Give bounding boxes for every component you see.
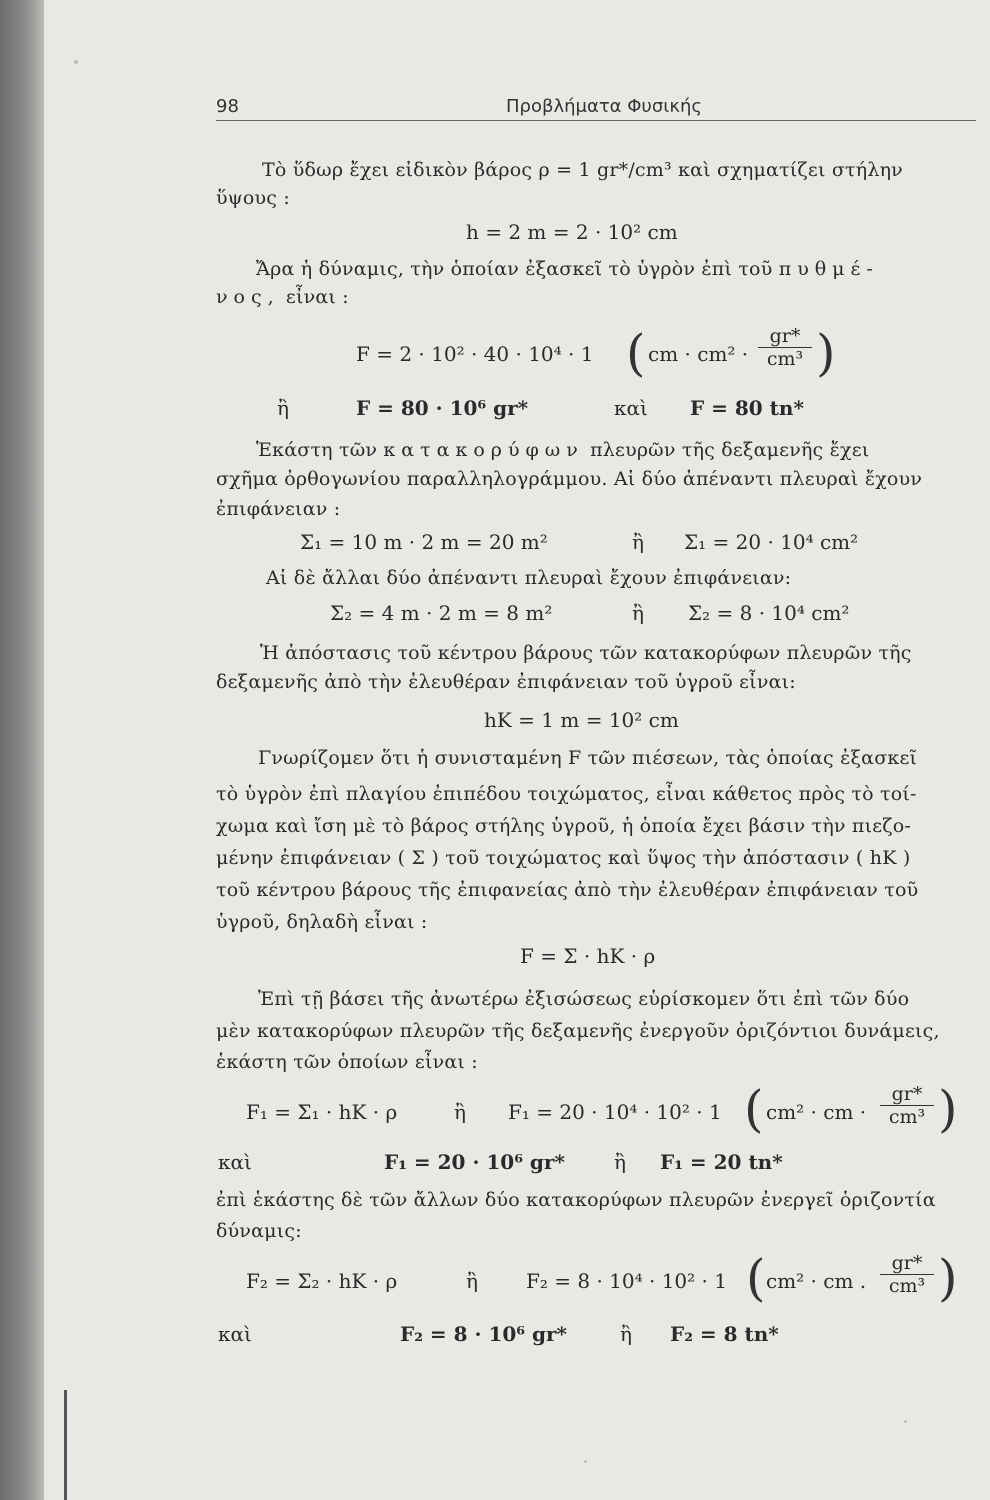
text-line xyxy=(256,438,869,462)
left-parenthesis: ( xyxy=(744,1080,764,1138)
fraction-numerator: gr* xyxy=(880,1252,934,1275)
fraction-gr-per-cm3 xyxy=(758,325,812,370)
equation-F-tn: F = 80 tn* xyxy=(690,396,804,420)
scan-speck xyxy=(904,1420,907,1423)
left-parenthesis: ( xyxy=(626,324,646,382)
fraction-denominator: cm³ xyxy=(888,1275,926,1297)
fraction-denominator: cm³ xyxy=(766,348,804,370)
text-line: δύναμις: xyxy=(216,1220,302,1242)
equation-h: h = 2 m = 2 · 10² cm xyxy=(466,220,678,244)
equation-F1: F₁ = Σ₁ · hK · ρ xyxy=(246,1100,398,1124)
text-line: δεξαμενῆς ἀπὸ τὴν ἐλευθέραν ἐπιφάνειαν τοῦ ὑγροῦ εἶναι: xyxy=(216,671,796,693)
equation-S2: Σ₂ = 4 m · 2 m = 8 m² xyxy=(330,601,553,625)
and-word: καὶ xyxy=(614,396,648,420)
fraction-gr-per-cm3 xyxy=(880,1083,934,1128)
spaced-text: νος, xyxy=(216,286,280,308)
equation-F1-tn: F₁ = 20 tn* xyxy=(660,1150,783,1174)
equation-S1-cm: Σ₁ = 20 · 10⁴ cm² xyxy=(684,530,859,554)
text-line: ἐπιφάνειαν : xyxy=(216,498,341,520)
text-line xyxy=(216,285,349,309)
equation-F2-tn: F₂ = 8 tn* xyxy=(670,1322,779,1346)
or-word: ἢ xyxy=(614,1150,626,1174)
equation-F: F = 2 · 10² · 40 · 10⁴ · 1 xyxy=(356,342,594,366)
text-line: ἑκάστη τῶν ὁποίων εἶναι : xyxy=(216,1051,478,1073)
equation-F-result: F = 80 · 10⁶ gr* xyxy=(356,396,529,420)
text-line: μὲν κατακορύφων πλευρῶν τῆς δεξαμενῆς ἐνεργοῦν ὁριζόντιοι δυνάμεις, xyxy=(216,1020,940,1042)
text-span: Ἄρα ἡ δύναμις, τὴν ὁποίαν ἐξασκεῖ τὸ ὑγρὸν ἐπὶ τοῦ xyxy=(256,258,773,280)
spaced-text: κατακορύφων xyxy=(383,439,584,461)
fraction-gr-per-cm3 xyxy=(880,1252,934,1297)
right-parenthesis: ) xyxy=(938,1080,958,1138)
text-line: Τὸ ὕδωρ ἔχει εἰδικὸν βάρος ρ = 1 gr*/cm³ καὶ σχηματίζει στήλην xyxy=(262,159,903,181)
running-header xyxy=(216,96,976,121)
or-word: ἢ xyxy=(632,601,644,625)
text-line: σχῆμα ὀρθογωνίου παραλληλογράμμου. Αἱ δύο ἀπέναντι πλευραὶ ἔχουν xyxy=(216,468,923,490)
text-line: χωμα καὶ ἴση μὲ τὸ βάρος στήλης ὑγροῦ, ἡ ὁποία ἔχει βάσιν τὴν πιεζο- xyxy=(216,815,912,837)
text-line: ἐπὶ ἑκάστης δὲ τῶν ἄλλων δύο κατακορύφων πλευρῶν ἐνεργεῖ ὁριζοντία xyxy=(216,1189,936,1211)
document-page xyxy=(44,0,990,1500)
spaced-text: πυθμέ- xyxy=(778,258,879,280)
text-line: Γνωρίζομεν ὅτι ἡ συνισταμένη F τῶν πιέσεων, τὰς ὁποίας ἐξασκεῖ xyxy=(258,747,918,769)
left-parenthesis: ( xyxy=(746,1249,766,1307)
right-parenthesis: ) xyxy=(938,1249,958,1307)
text-line: τοῦ κέντρου βάρους τῆς ἐπιφανείας ἀπὸ τὴν ἐλευθέραν ἐπιφάνειαν τοῦ xyxy=(216,879,919,901)
or-word: ἢ xyxy=(632,530,644,554)
text-line: Αἱ δὲ ἄλλαι δύο ἀπέναντι πλευραὶ ἔχουν ἐπιφάνειαν: xyxy=(266,567,792,589)
text-line: μένην ἐπιφάνειαν ( Σ ) τοῦ τοιχώματος καὶ ὕψος τὴν ἀπόστασιν ( hK ) xyxy=(216,847,911,869)
equation-S1: Σ₁ = 10 m · 2 m = 20 m² xyxy=(300,530,548,554)
and-word: καὶ xyxy=(218,1322,252,1346)
equation-F2-values: F₂ = 8 · 10⁴ · 10² · 1 xyxy=(526,1269,727,1293)
text-line: ὕψους : xyxy=(216,187,290,209)
or-word: ἢ xyxy=(466,1269,478,1293)
text-line: ὑγροῦ, δηλαδὴ εἶναι : xyxy=(216,911,428,933)
equation-unit: cm · cm² · xyxy=(648,342,749,366)
equation-S2-cm: Σ₂ = 8 · 10⁴ cm² xyxy=(688,601,850,625)
equation-F1-values: F₁ = 20 · 10⁴ · 10² · 1 xyxy=(508,1100,722,1124)
fraction-numerator: gr* xyxy=(880,1083,934,1106)
equation-F2: F₂ = Σ₂ · hK · ρ xyxy=(246,1269,398,1293)
page-number: 98 xyxy=(216,96,239,117)
equation-F2-result: F₂ = 8 · 10⁶ gr* xyxy=(400,1322,567,1346)
text-span: εἶναι : xyxy=(285,286,349,308)
or-word: ἢ xyxy=(454,1100,466,1124)
fraction-denominator: cm³ xyxy=(888,1106,926,1128)
or-word: ἢ xyxy=(620,1322,632,1346)
text-line: Ἐπὶ τῇ βάσει τῆς ἀνωτέρω ἐξισώσεως εὑρίσκομεν ὅτι ἐπὶ τῶν δύο xyxy=(258,988,910,1010)
equation-unit: cm² · cm · xyxy=(766,1100,867,1124)
text-span: Ἑκάστη τῶν xyxy=(256,439,378,461)
equation-hK: hK = 1 m = 10² cm xyxy=(484,708,679,732)
text-span: πλευρῶν τῆς δεξαμενῆς ἔχει xyxy=(590,439,870,461)
book-spine-shadow xyxy=(0,0,44,1500)
scan-speck xyxy=(74,60,78,64)
right-parenthesis: ) xyxy=(816,324,836,382)
text-line: τὸ ὑγρὸν ἐπὶ πλαγίου ἐπιπέδου τοιχώματος, εἶναι κάθετος πρὸς τὸ τοί- xyxy=(216,783,917,805)
or-word: ἢ xyxy=(277,396,289,420)
running-title: Προβλήματα Φυσικής xyxy=(506,96,702,117)
and-word: καὶ xyxy=(218,1150,252,1174)
scan-speck xyxy=(584,1460,587,1463)
fraction-numerator: gr* xyxy=(758,325,812,348)
text-line xyxy=(256,257,879,281)
equation-unit: cm² · cm . xyxy=(766,1269,867,1293)
equation-F-general: F = Σ · hK · ρ xyxy=(520,944,656,968)
text-line: Ἡ ἀπόστασις τοῦ κέντρου βάρους τῶν κατακορύφων πλευρῶν τῆς xyxy=(260,642,912,664)
equation-F1-result: F₁ = 20 · 10⁶ gr* xyxy=(384,1150,565,1174)
